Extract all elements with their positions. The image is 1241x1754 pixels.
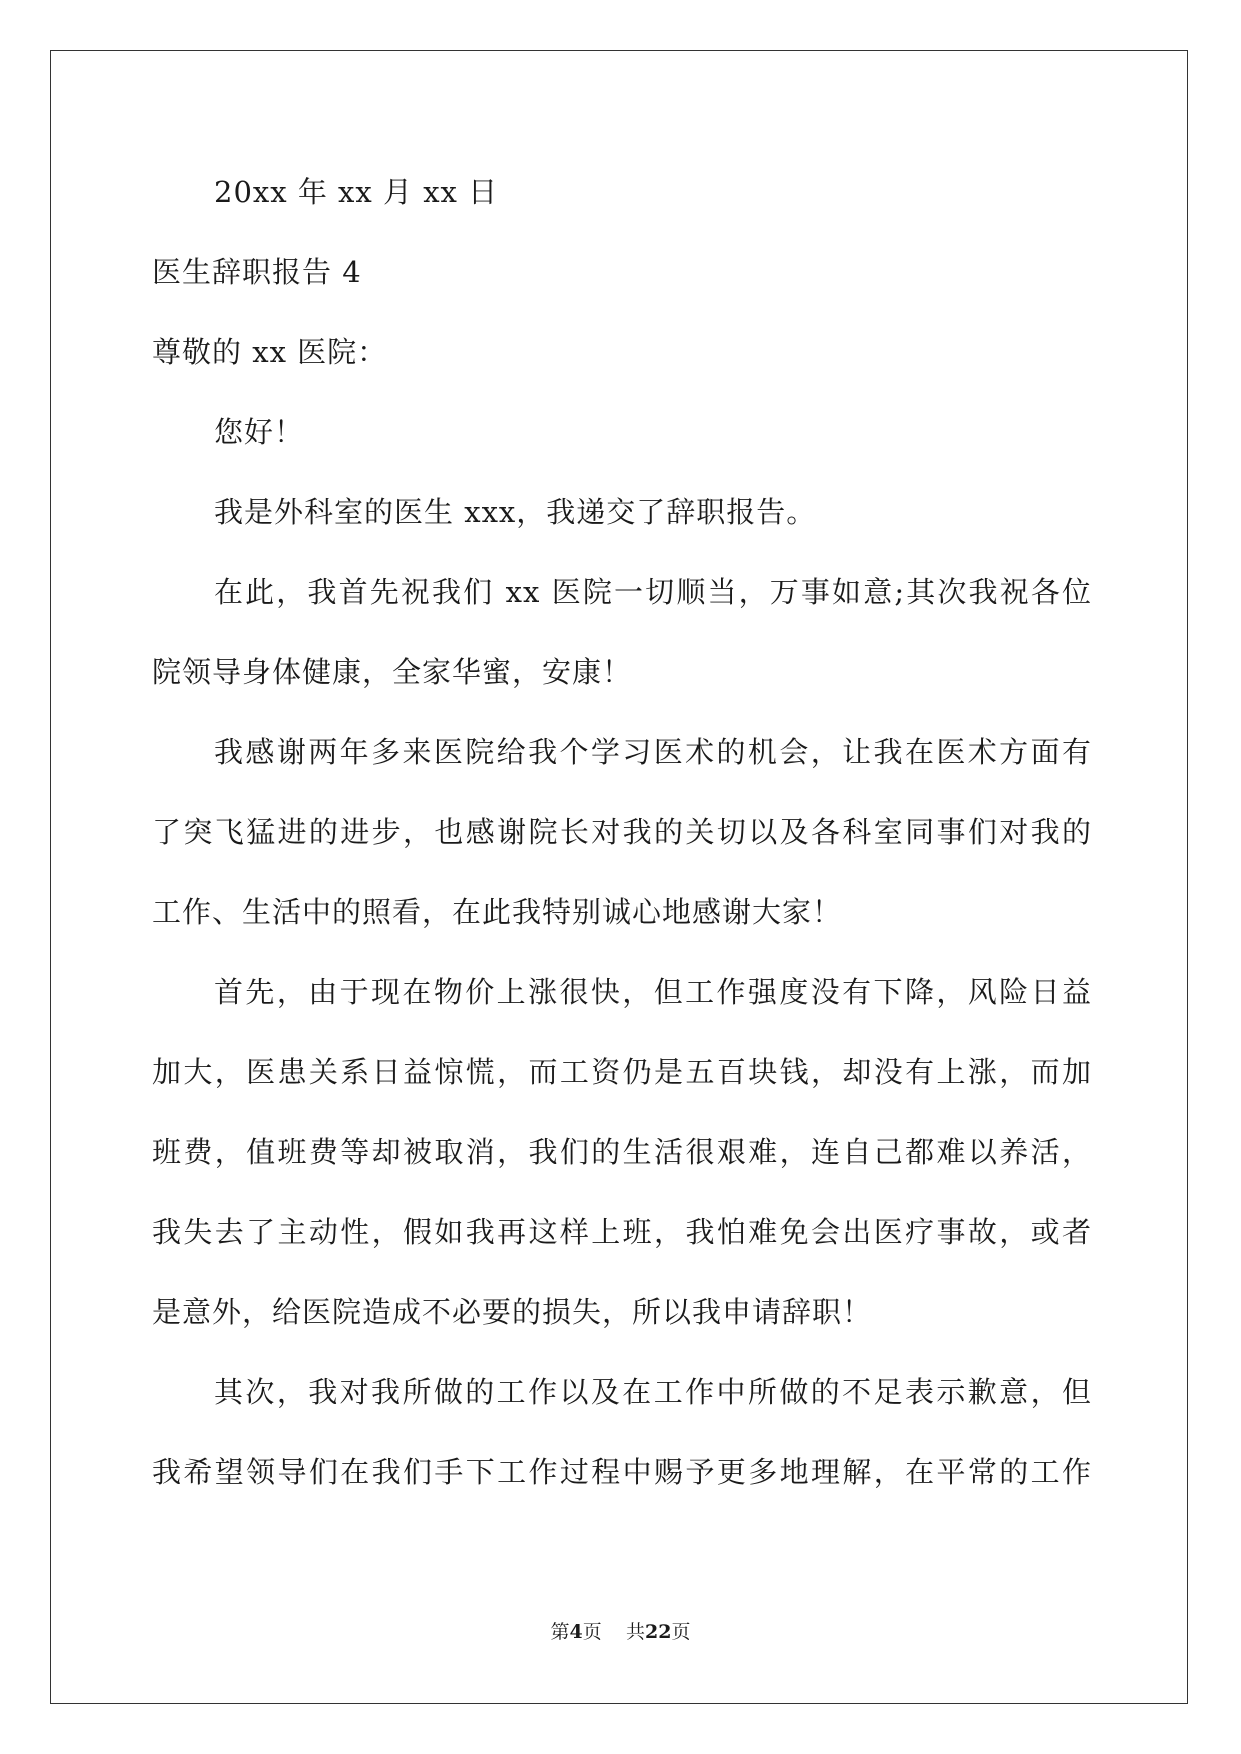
paragraph-line: 我感谢两年多来医院给我个学习医术的机会，让我在医术方面有 (214, 735, 1092, 769)
date-line: 20xx 年 xx 月 xx 日 (214, 175, 499, 209)
paragraph-line: 其次，我对我所做的工作以及在工作中所做的不足表示歉意，但 (214, 1375, 1092, 1409)
paragraph-line: 班费，值班费等却被取消，我们的生活很艰难，连自己都难以养活， (152, 1135, 1092, 1169)
page-number: 4 (569, 1621, 583, 1643)
total-suffix: 页 (671, 1621, 691, 1643)
paragraph-line: 在此，我首先祝我们 xx 医院一切顺当，万事如意;其次我祝各位 (214, 575, 1092, 609)
paragraph-line: 是意外，给医院造成不必要的损失，所以我申请辞职！ (152, 1295, 873, 1329)
page-suffix: 页 (582, 1621, 602, 1643)
paragraph-line: 我希望领导们在我们手下工作过程中赐予更多地理解，在平常的工作 (152, 1455, 1092, 1489)
paragraph-line: 首先，由于现在物价上涨很快，但工作强度没有下降，风险日益 (214, 975, 1092, 1009)
paragraph-line: 我失去了主动性，假如我再这样上班，我怕难免会出医疗事故，或者 (152, 1215, 1092, 1249)
page-footer (0, 1620, 1241, 1644)
salutation: 尊敬的 xx 医院： (152, 335, 388, 369)
paragraph-line: 院领导身体健康，全家华蜜，安康！ (152, 655, 633, 689)
paragraph-line: 了突飞猛进的进步，也感谢院长对我的关切以及各科室同事们对我的 (152, 815, 1092, 849)
total-pages: 22 (644, 1621, 672, 1643)
paragraph-line: 工作、生活中的照看，在此我特别诚心地感谢大家！ (152, 895, 843, 929)
greeting: 您好！ (214, 415, 305, 449)
report-title: 医生辞职报告 4 (152, 255, 362, 289)
total-prefix: 共 (625, 1621, 645, 1643)
paragraph-line: 我是外科室的医生 xxx，我递交了辞职报告。 (214, 495, 817, 529)
page-prefix: 第 (550, 1621, 570, 1643)
paragraph-line: 加大，医患关系日益惊慌，而工资仍是五百块钱，却没有上涨，而加 (152, 1055, 1092, 1089)
